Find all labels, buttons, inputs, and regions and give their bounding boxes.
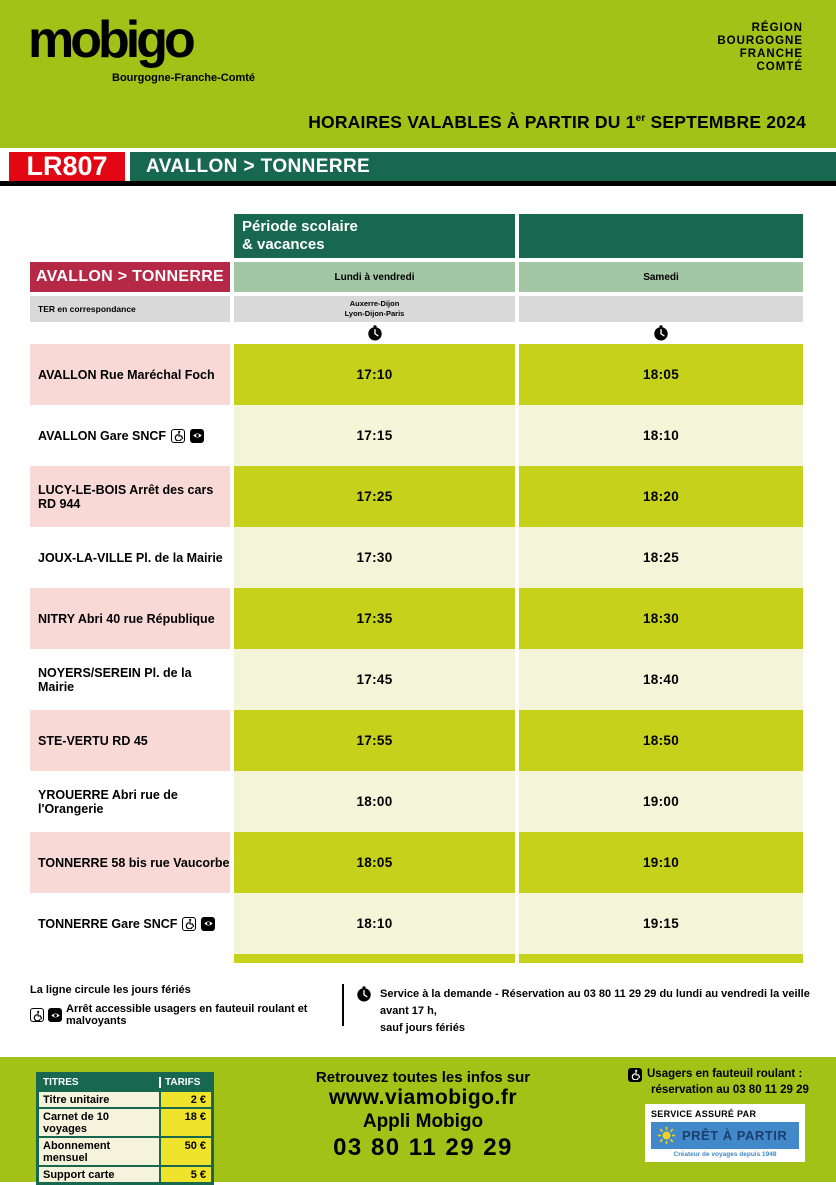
period-header-line1: Période scolaire [242,218,358,235]
fare-row [39,1109,211,1136]
clock-icon [367,325,383,341]
provider-tagline: Créateur de voyages depuis 1948 [673,1151,777,1158]
period-header [234,214,515,258]
region-logo-line: BOURGOGNE [717,35,803,47]
app-name: Appli Mobigo [362,1111,484,1132]
saturday-time-cell: 18:25 [519,527,803,588]
stop-name: TONNERRE Gare SNCF [38,916,178,931]
phone-number: 03 80 11 29 29 [333,1134,513,1161]
line-direction-title: AVALLON > TONNERRE [130,152,836,181]
contact-info [243,1069,603,1162]
table-row [30,588,803,649]
region-logo-line: COMTÉ [756,61,803,73]
weekday-time-cell: 18:10 [234,893,515,954]
fare-label: Abonnement mensuel [39,1138,159,1165]
weekday-time-cell: 17:45 [234,649,515,710]
wheelchair-reservation-note [628,1067,828,1098]
info-line: Retrouvez toutes les infos sur [315,1069,531,1086]
fare-price: 50 € [161,1138,211,1165]
header-band [0,0,836,148]
stop-name-cell [30,344,230,405]
weekday-time-cell: 17:15 [234,405,515,466]
line-bar [0,152,836,186]
period-header-line2: & vacances [242,236,325,253]
stop-name-cell [30,466,230,527]
table-row [30,527,803,588]
low-vision-icon [190,429,204,443]
region-logo-line: RÉGION [751,22,803,34]
table-row [30,832,803,893]
stop-name-cell [30,893,230,954]
weekday-time-cell: 18:05 [234,832,515,893]
divider [342,984,344,1026]
stop-name: JOUX-LA-VILLE Pl. de la Mairie [38,550,223,565]
ter-weekday-connections [234,296,515,322]
table-row [30,771,803,832]
wheelchair-icon [628,1068,642,1082]
mobigo-logo-tagline: Bourgogne-Franche-Comté [112,72,255,84]
fare-label: Carnet de 10 voyages [39,1109,159,1136]
table-row [30,344,803,405]
saturday-time-cell: 18:50 [519,710,803,771]
period-header-row [30,214,803,258]
direction-header: AVALLON > TONNERRE [30,262,230,292]
empty-cell [30,214,230,258]
stop-name-cell [30,710,230,771]
holidays-note: La ligne circule les jours fériés [30,984,191,996]
saturday-column-header: Samedi [519,262,803,292]
ter-label: TER en correspondance [30,296,230,322]
table-bottom-cap [30,954,803,963]
table-row [30,649,803,710]
stop-name: AVALLON Gare SNCF [38,428,167,443]
wheelchair-icon [30,1008,44,1022]
low-vision-icon [201,917,215,931]
validity-superscript: er [635,113,646,125]
wheelchair-icon [171,429,185,443]
saturday-time-cell: 19:00 [519,771,803,832]
stop-name-cell [30,649,230,710]
table-row [30,466,803,527]
accessibility-note-text: Arrêt accessible usagers en fauteuil roulant et malvoyants [66,1003,308,1027]
ter-connection-line: Lyon-Dijon-Paris [344,309,405,318]
saturday-time-cell: 19:10 [519,832,803,893]
accessibility-note [30,1003,342,1027]
wheelchair-note-line1: Usagers en fauteuil roulant : [647,1068,803,1080]
table-row [30,405,803,466]
stop-name: LUCY-LE-BOIS Arrêt des cars RD 944 [38,482,214,511]
weekday-time-cell: 17:55 [234,710,515,771]
region-bfc-logo [717,22,803,74]
fares-header-titres: TITRES [43,1077,79,1088]
mobigo-logo: mobigo [28,11,192,69]
stop-name-cell [30,771,230,832]
weekday-time-cell: 17:30 [234,527,515,588]
fares-rows [39,1092,211,1182]
fare-row [39,1167,211,1182]
wheelchair-note-line2: réservation au 03 80 11 29 29 [651,1083,809,1096]
validity-title: HORAIRES VALABLES À PARTIR DU 1er SEPTEMBRE 2024 [308,112,806,132]
cap-cell [234,954,515,963]
service-provider-box [645,1104,805,1162]
saturday-time-cell: 18:40 [519,649,803,710]
table-row [30,710,803,771]
saturday-time-cell: 18:10 [519,405,803,466]
stop-name-cell [30,405,230,466]
stop-name: TONNERRE 58 bis rue Vaucorbe [38,855,230,870]
on-demand-note-line1: Service à la demande - Réservation au 03 80 11 29 29 du lundi au vendredi la veille avant 17 h, [380,988,810,1018]
stop-name: YROUERRE Abri rue de l'Orangerie [38,787,178,816]
low-vision-icon [48,1008,62,1022]
on-demand-note-line2: sauf jours fériés [380,1022,465,1035]
pret-a-partir-logo [651,1122,799,1149]
on-demand-note [356,984,816,1037]
saturday-time-cell: 19:15 [519,893,803,954]
wheelchair-icon [182,917,196,931]
stop-name: AVALLON Rue Maréchal Foch [38,367,215,382]
stop-name: NITRY Abri 40 rue République [38,611,215,626]
saturday-on-demand [519,322,803,344]
stop-name: STE-VERTU RD 45 [38,733,148,748]
provider-name: PRÊT À PARTIR [682,1128,788,1143]
column-header-row [30,262,803,292]
fares-header-tarifs: TARIFS [159,1077,211,1088]
weekday-column-header: Lundi à vendredi [234,262,515,292]
cap-cell [519,954,803,963]
legend [30,984,816,1037]
fare-row [39,1138,211,1165]
clock-icon [356,986,372,1002]
timetable-rows [30,344,803,954]
ter-connection-line: Auxerre-Dijon [349,299,400,309]
fare-price: 18 € [161,1109,211,1136]
website: www.viamobigo.fr [328,1086,518,1109]
footer-band [0,1057,836,1182]
weekday-on-demand [234,322,515,344]
weekday-time-cell: 17:35 [234,588,515,649]
period-header-extension [519,214,803,258]
saturday-time-cell: 18:30 [519,588,803,649]
sun-icon [657,1126,676,1145]
empty-cell [30,322,230,344]
weekday-time-cell: 17:10 [234,344,515,405]
on-demand-icon-row [30,322,803,344]
fare-label: Support carte [39,1167,159,1182]
stop-name-cell [30,832,230,893]
fares-table [36,1072,214,1185]
ter-row [30,296,803,322]
provider-label: SERVICE ASSURÉ PAR [651,1109,757,1119]
region-logo-line: FRANCHE [739,48,803,60]
table-row [30,893,803,954]
empty-cell [30,954,230,963]
stop-name-cell [30,588,230,649]
fare-label: Titre unitaire [39,1092,159,1107]
fare-price: 5 € [161,1167,211,1182]
fare-row [39,1092,211,1107]
fares-table-header [39,1075,211,1090]
clock-icon [653,325,669,341]
saturday-time-cell: 18:20 [519,466,803,527]
ter-saturday-connections [519,296,803,322]
saturday-time-cell: 18:05 [519,344,803,405]
stop-name: NOYERS/SEREIN Pl. de la Mairie [38,665,192,694]
legend-left [30,984,342,1027]
fare-price: 2 € [161,1092,211,1107]
weekday-time-cell: 17:25 [234,466,515,527]
line-code-badge: LR807 [9,152,125,181]
stop-name-cell [30,527,230,588]
timetable [30,214,803,963]
weekday-time-cell: 18:00 [234,771,515,832]
